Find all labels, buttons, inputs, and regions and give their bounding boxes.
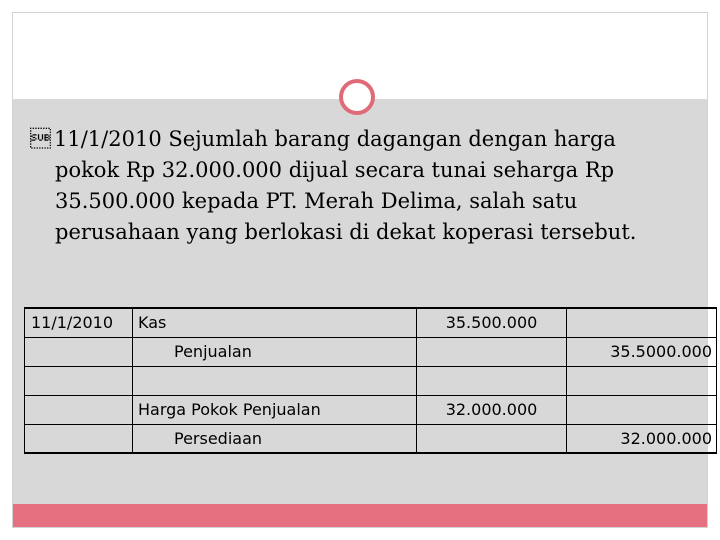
- paragraph-line-1:  11/1/2010 Sejumlah barang dagangan dengan harga: [30, 124, 702, 155]
- journal-account: [133, 366, 417, 395]
- journal-credit: 35.5000.000: [567, 337, 717, 366]
- journal-date: [25, 395, 133, 424]
- journal-date: [25, 337, 133, 366]
- journal-debit: [417, 424, 567, 453]
- journal-account: Penjualan: [133, 337, 417, 366]
- journal-credit: 32.000.000: [567, 424, 717, 453]
- paragraph-line-4: perusahaan yang berlokasi di dekat koperasi tersebut.: [55, 220, 637, 244]
- journal-account: Kas: [133, 308, 417, 337]
- journal-row: [25, 337, 717, 366]
- journal-account: Harga Pokok Penjualan: [133, 395, 417, 424]
- footer-bar: [13, 504, 707, 527]
- journal-credit: [567, 395, 717, 424]
- journal-row: [25, 308, 717, 337]
- journal-credit: [567, 366, 717, 395]
- journal-debit: [417, 366, 567, 395]
- journal-row: [25, 395, 717, 424]
- journal-credit: [567, 308, 717, 337]
- journal-date: [25, 424, 133, 453]
- paragraph-line-3: 35.500.000 kepada PT. Merah Delima, salah satu: [55, 189, 578, 213]
- journal-date: 11/1/2010: [25, 308, 133, 337]
- bullet-icon: : [30, 127, 51, 151]
- journal-row: [25, 424, 717, 453]
- journal-account: Persediaan: [133, 424, 417, 453]
- journal-row: [25, 366, 717, 395]
- journal-debit: [417, 337, 567, 366]
- journal-table: [24, 307, 717, 454]
- journal-date: [25, 366, 133, 395]
- journal-debit: 32.000.000: [417, 395, 567, 424]
- journal-debit: 35.500.000: [417, 308, 567, 337]
- decorative-circle-icon: [339, 79, 375, 115]
- transaction-description: [30, 124, 702, 248]
- paragraph-line-2: pokok Rp 32.000.000 dijual secara tunai seharga Rp: [55, 158, 615, 182]
